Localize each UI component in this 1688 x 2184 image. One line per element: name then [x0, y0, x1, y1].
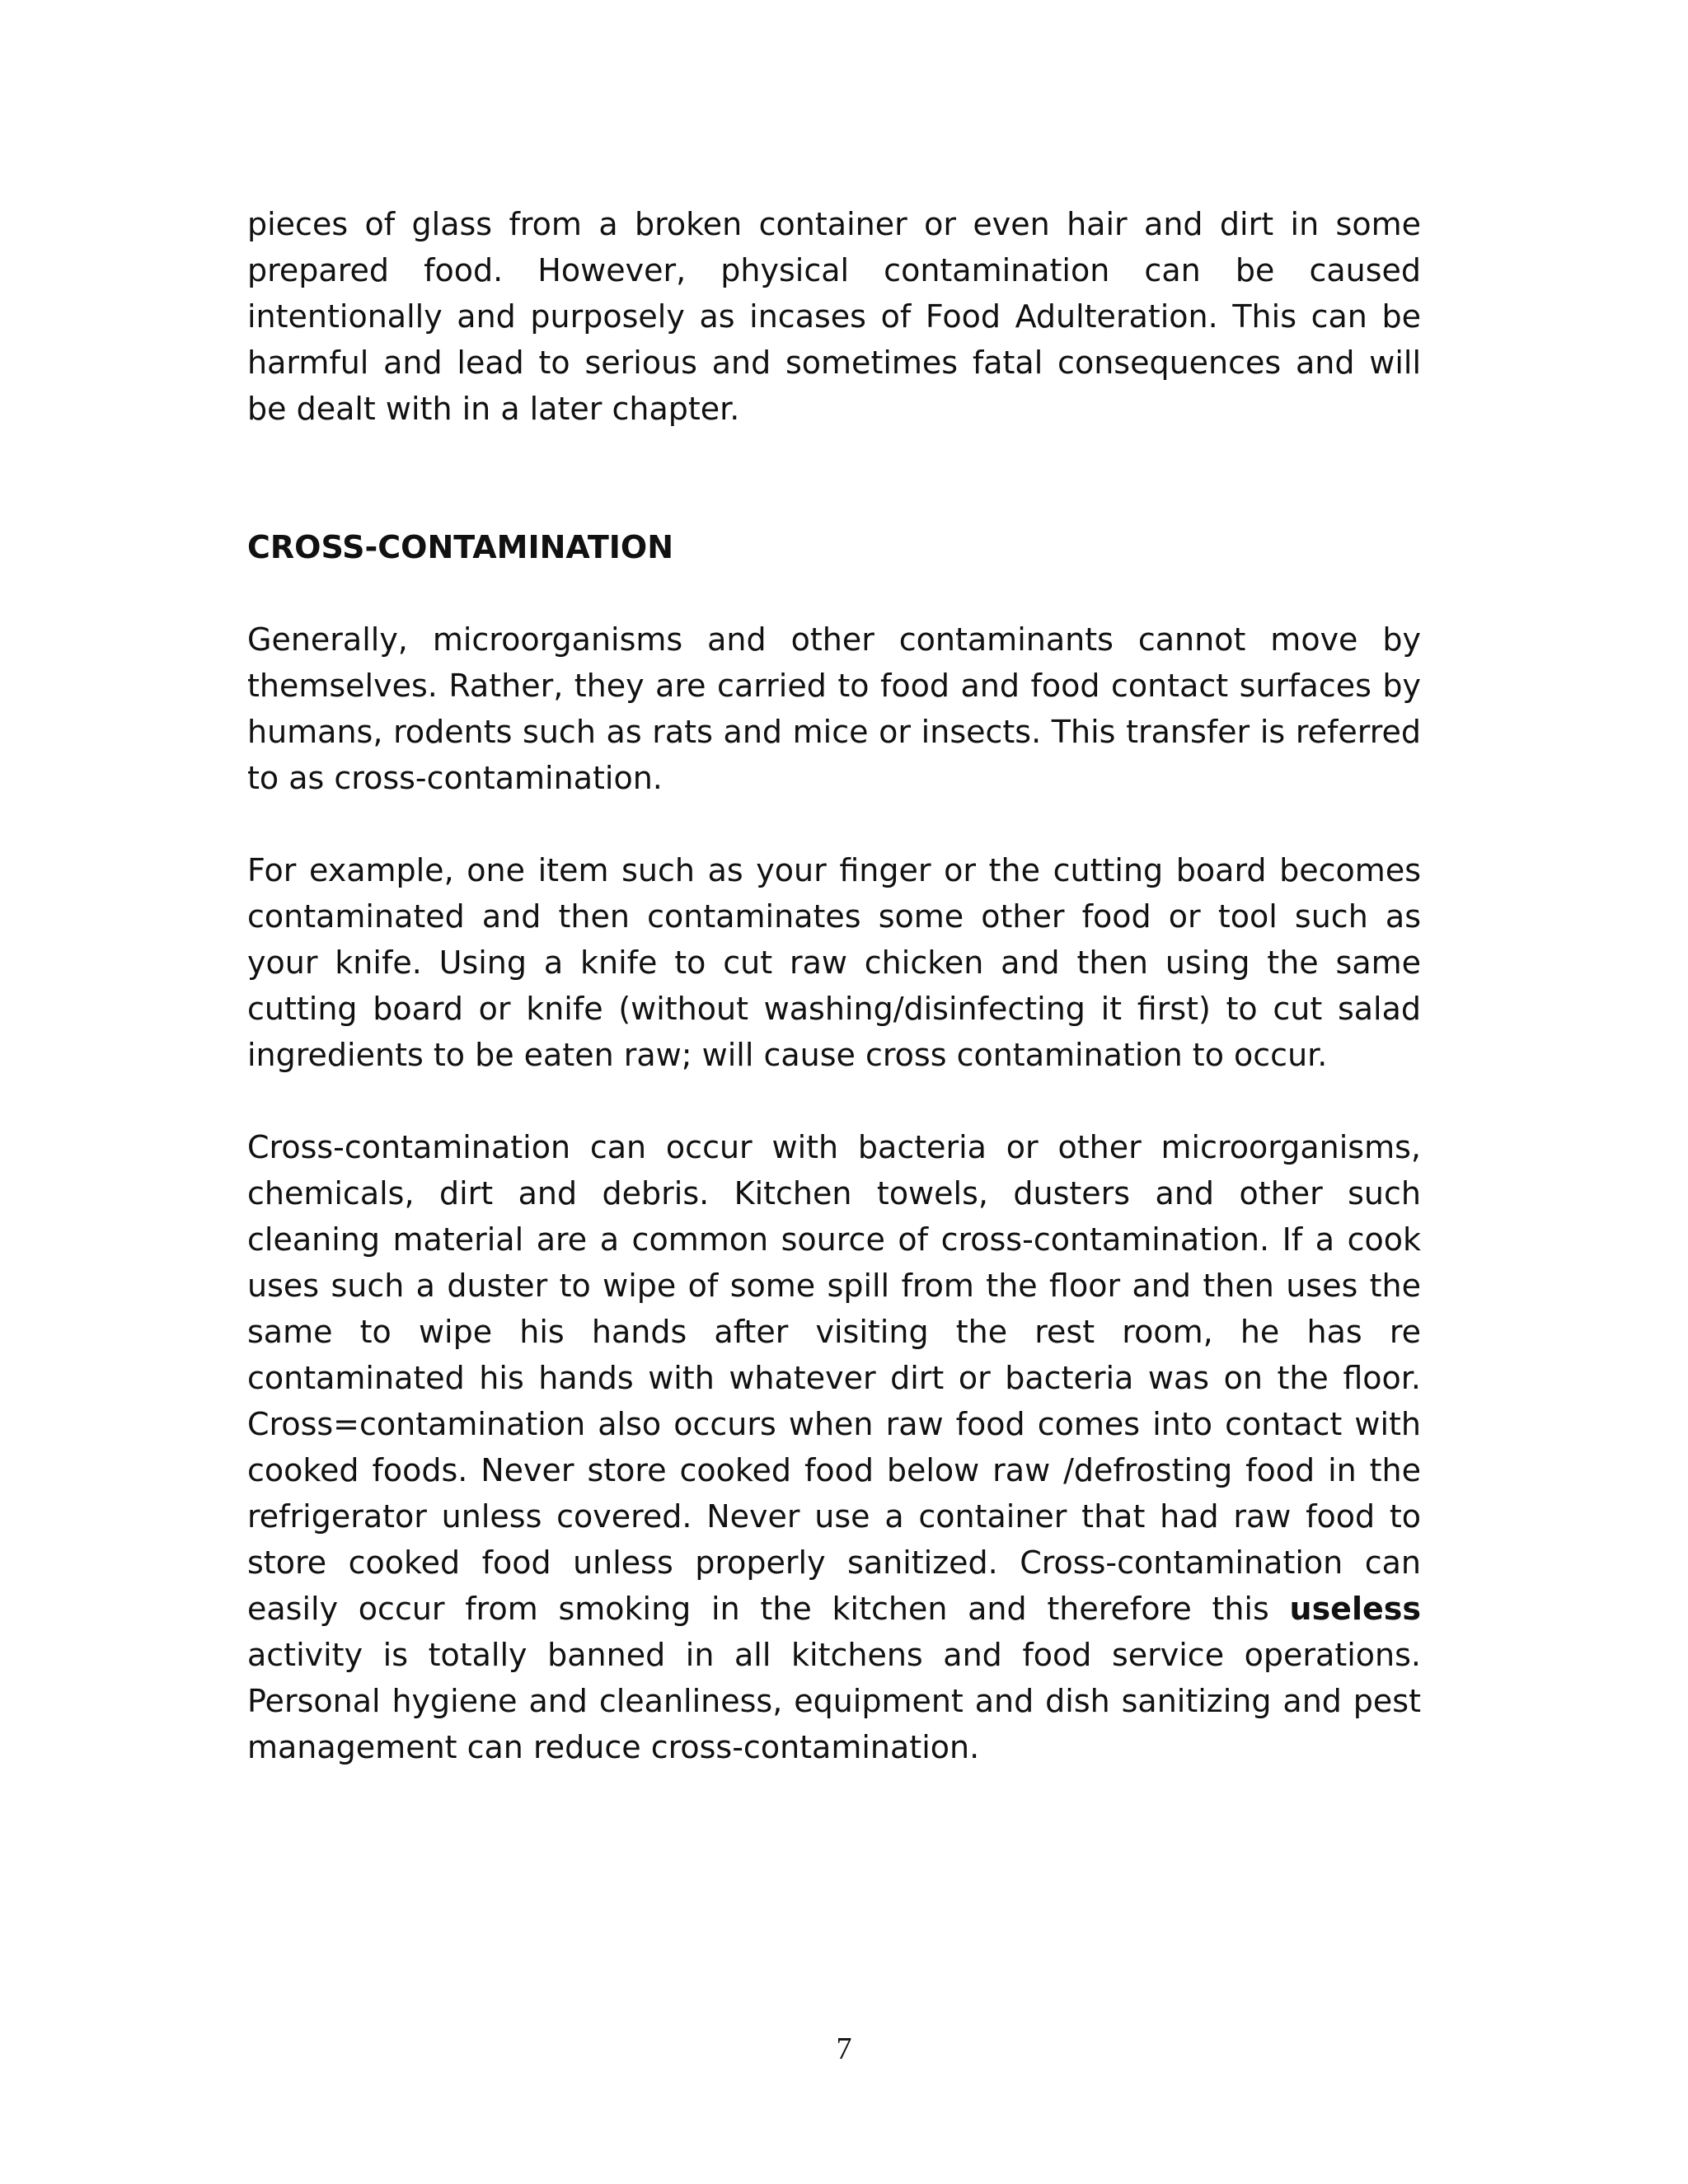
- paragraph-3-part-2: activity is totally banned in all kitchens and food service operations. Personal hygiene and cleanliness, equipment and dish sanitizing and pest management can reduce cross-contamination.: [247, 1637, 1421, 1765]
- paragraph-2: For example, one item such as your finger or the cutting board becomes contaminated and then contaminates some other food or tool such as your knife. Using a knife to cut raw chicken and then using the same cutting board or knife (without washing/disinfecting it first) to cut salad ingredients to be eaten raw; will cause cross contamination to occur.: [247, 852, 1421, 1073]
- paragraph-1: Generally, microorganisms and other contaminants cannot move by themselves. Rather, they are carried to food and food contact surfaces by humans, rodents such as rats and mice or insects. This transfer is referred to as cross-contamination.: [247, 621, 1421, 796]
- paragraph-intro: pieces of glass from a broken container or even hair and dirt in some prepared food. However, physical contamination can be caused intentionally and purposely as incases of Food Adulteration. This can be harmful and lead to serious and sometimes fatal consequences and will be dealt with in a later chapter.: [247, 206, 1421, 427]
- bold-word: useless: [1289, 1591, 1421, 1627]
- section-heading: CROSS-CONTAMINATION: [247, 529, 674, 565]
- page-number: 7: [836, 2032, 852, 2066]
- paragraph-3: [247, 1124, 1421, 1770]
- page-body: [247, 201, 1421, 1770]
- paragraph-3-part-1: Cross-contamination can occur with bacteria or other microorganisms, chemicals, dirt and debris. Kitchen towels, dusters and other such cleaning material are a common source of cross-contamination. If a cook uses such a duster to wipe of some spill from the floor and then uses the same to wipe his hands after visiting the rest room, he has re contaminated his hands with whatever dirt or bacteria was on the floor. Cross=contamination also occurs when raw food comes into contact with cooked foods. Never store cooked food below raw /defrosting food in the refrigerator unless covered. Never use a container that had raw food to store cooked food unless properly sanitized. Cross-contamination can easily occur from smoking in the kitchen and therefore this: [247, 1129, 1421, 1627]
